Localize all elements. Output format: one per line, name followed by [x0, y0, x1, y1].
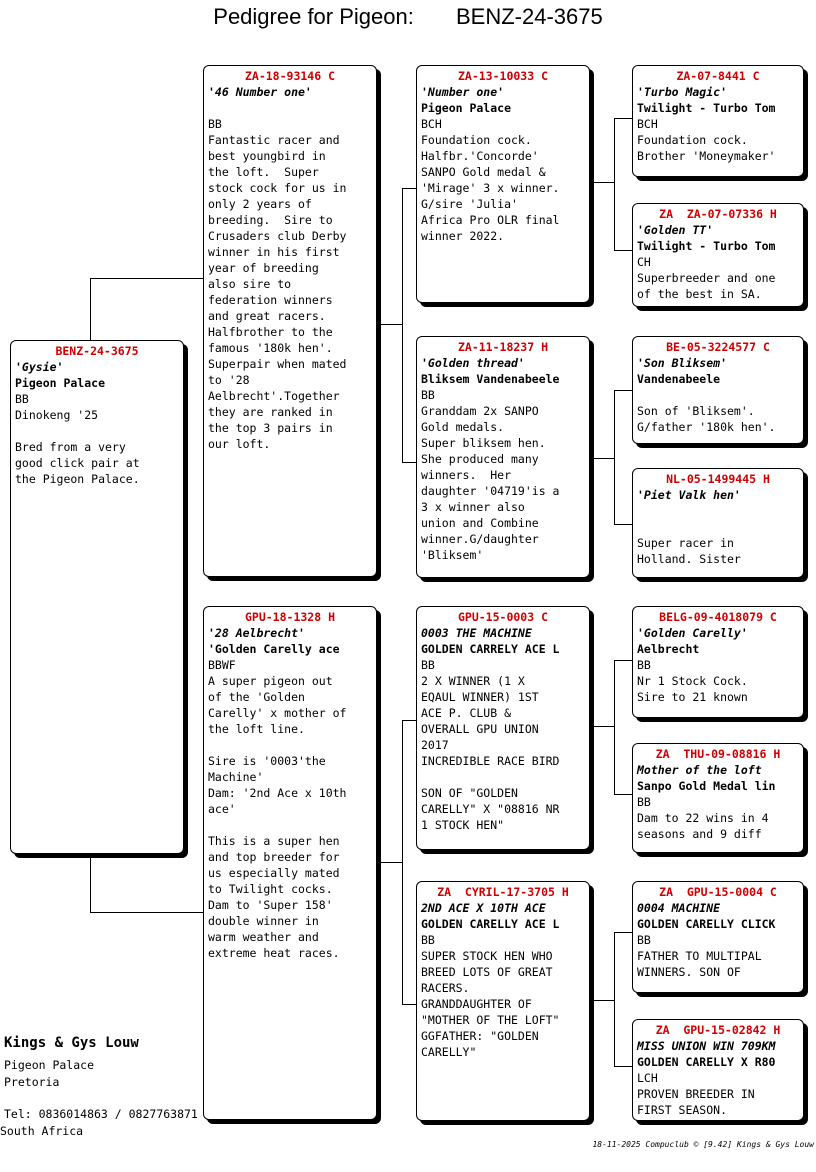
ring-number: ZA-13-10033 C [457, 69, 548, 83]
pigeon-description: BB Dam to 22 wins in 4 seasons and 9 diff [637, 795, 769, 841]
breeder-phone: Tel: 0836014863 / 0827763871 [4, 1107, 198, 1121]
ddd-card[interactable] [632, 1019, 804, 1121]
pigeon-name: '28 Aelbrecht' [208, 626, 305, 640]
pigeon-owner: Pigeon Palace [421, 101, 512, 115]
pigeon-name: 'Number one' [421, 85, 505, 99]
pigeon-name: 0004 MACHINE [637, 901, 721, 915]
pigeon-description: BB Dinokeng '25 Bred from a very good click pair at the Pigeon Palace. [15, 392, 140, 486]
pigeon-name: MISS UNION WIN 709KM [637, 1039, 776, 1053]
pigeon-name: 'Gysie' [15, 360, 64, 374]
connector [593, 1000, 615, 1001]
connector [402, 188, 417, 189]
pigeon-name: 'Son Bliksem' [637, 356, 728, 370]
connector [614, 118, 615, 250]
subject-card[interactable] [10, 340, 184, 854]
print-stamp: 18-11-2025 Compuclub © [9.42] Kings & Gys Louw [592, 1140, 814, 1149]
pigeon-owner: Aelbrecht [637, 642, 700, 656]
pigeon-owner: GOLDEN CARELLY X R80 [637, 1055, 776, 1069]
pigeon-owner: Bliksem Vandenabeele [421, 372, 560, 386]
pigeon-description: BB Granddam 2x SANPO Gold medals. Super bliksem hen. She produced many winners. Her daughter '04719'is a 3 x winner also union and Combine winner.G/daughter 'Bliksem' [421, 388, 560, 562]
ring-number: BELG-09-4018079 C [659, 610, 777, 624]
connector [614, 932, 633, 933]
pigeon-name: 'Piet Valk hen' [637, 488, 741, 502]
connector [402, 462, 417, 463]
pigeon-name: 'Golden Carelly' [637, 626, 748, 640]
connector [614, 524, 633, 525]
connector [614, 118, 633, 119]
pigeon-description: BB Fantastic racer and best youngbird in the loft. Super stock cock for us in only 2 years of breeding. Sire to Crusaders club Derby winner in his first year of breeding also sire to federation winners and great racers. Halfbrother to the famous '180k hen'. Superpair when mated to '28 Aelbrecht'.Together they are ranked in the top 3 pairs in our loft. [208, 117, 347, 451]
ring-number: BENZ-24-3675 [55, 344, 139, 358]
connector [614, 1066, 633, 1067]
ring-number: ZA-11-18237 H [457, 340, 548, 354]
connector [90, 858, 91, 912]
pigeon-description: BB 2 X WINNER (1 X EQAUL WINNER) 1ST ACE P. CLUB & OVERALL GPU UNION 2017 INCREDIBLE RACE BIRD SON OF "GOLDEN CARELLY" X "08816 NR 1 STOCK HEN" [421, 658, 560, 832]
connector [402, 720, 417, 721]
connector [381, 862, 403, 863]
sire-dam-card[interactable] [416, 336, 590, 578]
connector [614, 794, 633, 795]
connector [90, 912, 204, 913]
ring-number: ZA THU-09-08816 H [655, 747, 781, 761]
ring-number: ZA GPU-15-02842 H [655, 1023, 781, 1037]
dam-card[interactable] [203, 606, 377, 1120]
ring-number: NL-05-1499445 H [666, 472, 770, 486]
ring-number: ZA GPU-15-0004 C [659, 885, 777, 899]
pigeon-description: BB Nr 1 Stock Cock. Sire to 21 known [637, 658, 748, 704]
pigeon-description: Super racer in Holland. Sister [637, 536, 741, 566]
connector [593, 726, 615, 727]
ring-number: GPU-18-1328 H [244, 610, 335, 624]
connector [402, 188, 403, 462]
pigeon-name: 0003 THE MACHINE [421, 626, 532, 640]
pigeon-name: '46 Number one' [208, 85, 312, 99]
connector [402, 1004, 417, 1005]
dds-card[interactable] [632, 881, 804, 993]
connector [614, 390, 633, 391]
connector [614, 932, 615, 1066]
connector [381, 324, 403, 325]
pigeon-description: BB SUPER STOCK HEN WHO BREED LOTS OF GREAT RACERS. GRANDDAUGHTER OF "MOTHER OF THE LOFT" GGFATHER: "GOLDEN CARELLY" [421, 933, 560, 1059]
connector [90, 278, 91, 340]
ring-number: ZA-18-93146 C [244, 69, 335, 83]
connector [593, 458, 615, 459]
breeder-address-line1: Pigeon Palace [4, 1058, 95, 1072]
connector [593, 182, 615, 183]
pigeon-owner: 'Golden Carelly ace [208, 642, 340, 656]
pigeon-description: LCH PROVEN BREEDER IN FIRST SEASON. [637, 1071, 755, 1117]
pigeon-description: BCH Foundation cock. Brother 'Moneymaker' [637, 117, 776, 163]
pigeon-description: Son of 'Bliksem'. G/father '180k hen'. [637, 404, 776, 434]
pigeon-owner: Vandenabeele [637, 372, 721, 386]
pigeon-description: CH Superbreeder and one of the best in SA. [637, 255, 776, 301]
sds-card[interactable] [632, 336, 804, 444]
sss-card[interactable] [632, 65, 804, 177]
pigeon-owner: Twilight - Turbo Tom [637, 101, 776, 115]
ring-number: BE-05-3224577 C [666, 340, 770, 354]
breeder-address-line2: Pretoria [4, 1075, 60, 1089]
dss-card[interactable] [632, 606, 804, 718]
breeder-country: South Africa [0, 1124, 84, 1138]
pigeon-description: BBWF A super pigeon out of the 'Golden Carelly' x mother of the loft line. Sire is '0003'the Machine' Dam: '2nd Ace x 10th ace' This is a super hen and top breeder for us especially mated to Twilight cocks. Dam to 'Super 158' double winner in warm weather and extreme heat races. [208, 658, 347, 960]
connector [614, 250, 633, 251]
pigeon-name: 2ND ACE X 10TH ACE [421, 901, 546, 915]
ring-number: ZA ZA-07-07336 H [659, 207, 777, 221]
connector [614, 390, 615, 524]
pigeon-owner: GOLDEN CARELLY CLICK [637, 917, 776, 931]
ring-number: ZA CYRIL-17-3705 H [437, 885, 569, 899]
ssd-card[interactable] [632, 203, 804, 307]
connector [402, 720, 403, 1004]
pigeon-name: Mother of the loft [637, 763, 762, 777]
pigeon-description: BCH Foundation cock. Halfbr.'Concorde' SANPO Gold medal & 'Mirage' 3 x winner. G/sire 'Julia' Africa Pro OLR final winner 2022. [421, 117, 560, 243]
connector [90, 278, 204, 279]
ring-number: GPU-15-0003 C [457, 610, 548, 624]
page-title [0, 4, 816, 30]
dam-sire-card[interactable] [416, 606, 590, 850]
connector [614, 660, 615, 794]
pigeon-name: 'Turbo Magic' [637, 85, 728, 99]
pigeon-owner: Pigeon Palace [15, 376, 106, 390]
connector [614, 660, 633, 661]
dsd-card[interactable] [632, 743, 804, 853]
title-label: Pedigree for Pigeon: [213, 4, 414, 29]
pigeon-owner: Sanpo Gold Medal lin [637, 779, 776, 793]
pigeon-name: 'Golden TT' [637, 223, 714, 237]
ring-number: ZA-07-8441 C [676, 69, 760, 83]
pigeon-name: 'Golden thread' [421, 356, 525, 370]
sire-card[interactable] [203, 65, 377, 577]
pigeon-owner: GOLDEN CARELLY ACE L [421, 917, 560, 931]
dam-dam-card[interactable] [416, 881, 590, 1121]
title-ring: BENZ-24-3675 [455, 4, 603, 29]
breeder-name: Kings & Gys Louw [4, 1035, 139, 1051]
sire-sire-card[interactable] [416, 65, 590, 303]
sdd-card[interactable] [632, 468, 804, 578]
pigeon-description: BB FATHER TO MULTIPAL WINNERS. SON OF [637, 933, 762, 979]
pigeon-owner: GOLDEN CARRELY ACE L [421, 642, 560, 656]
pigeon-owner: Twilight - Turbo Tom [637, 239, 776, 253]
